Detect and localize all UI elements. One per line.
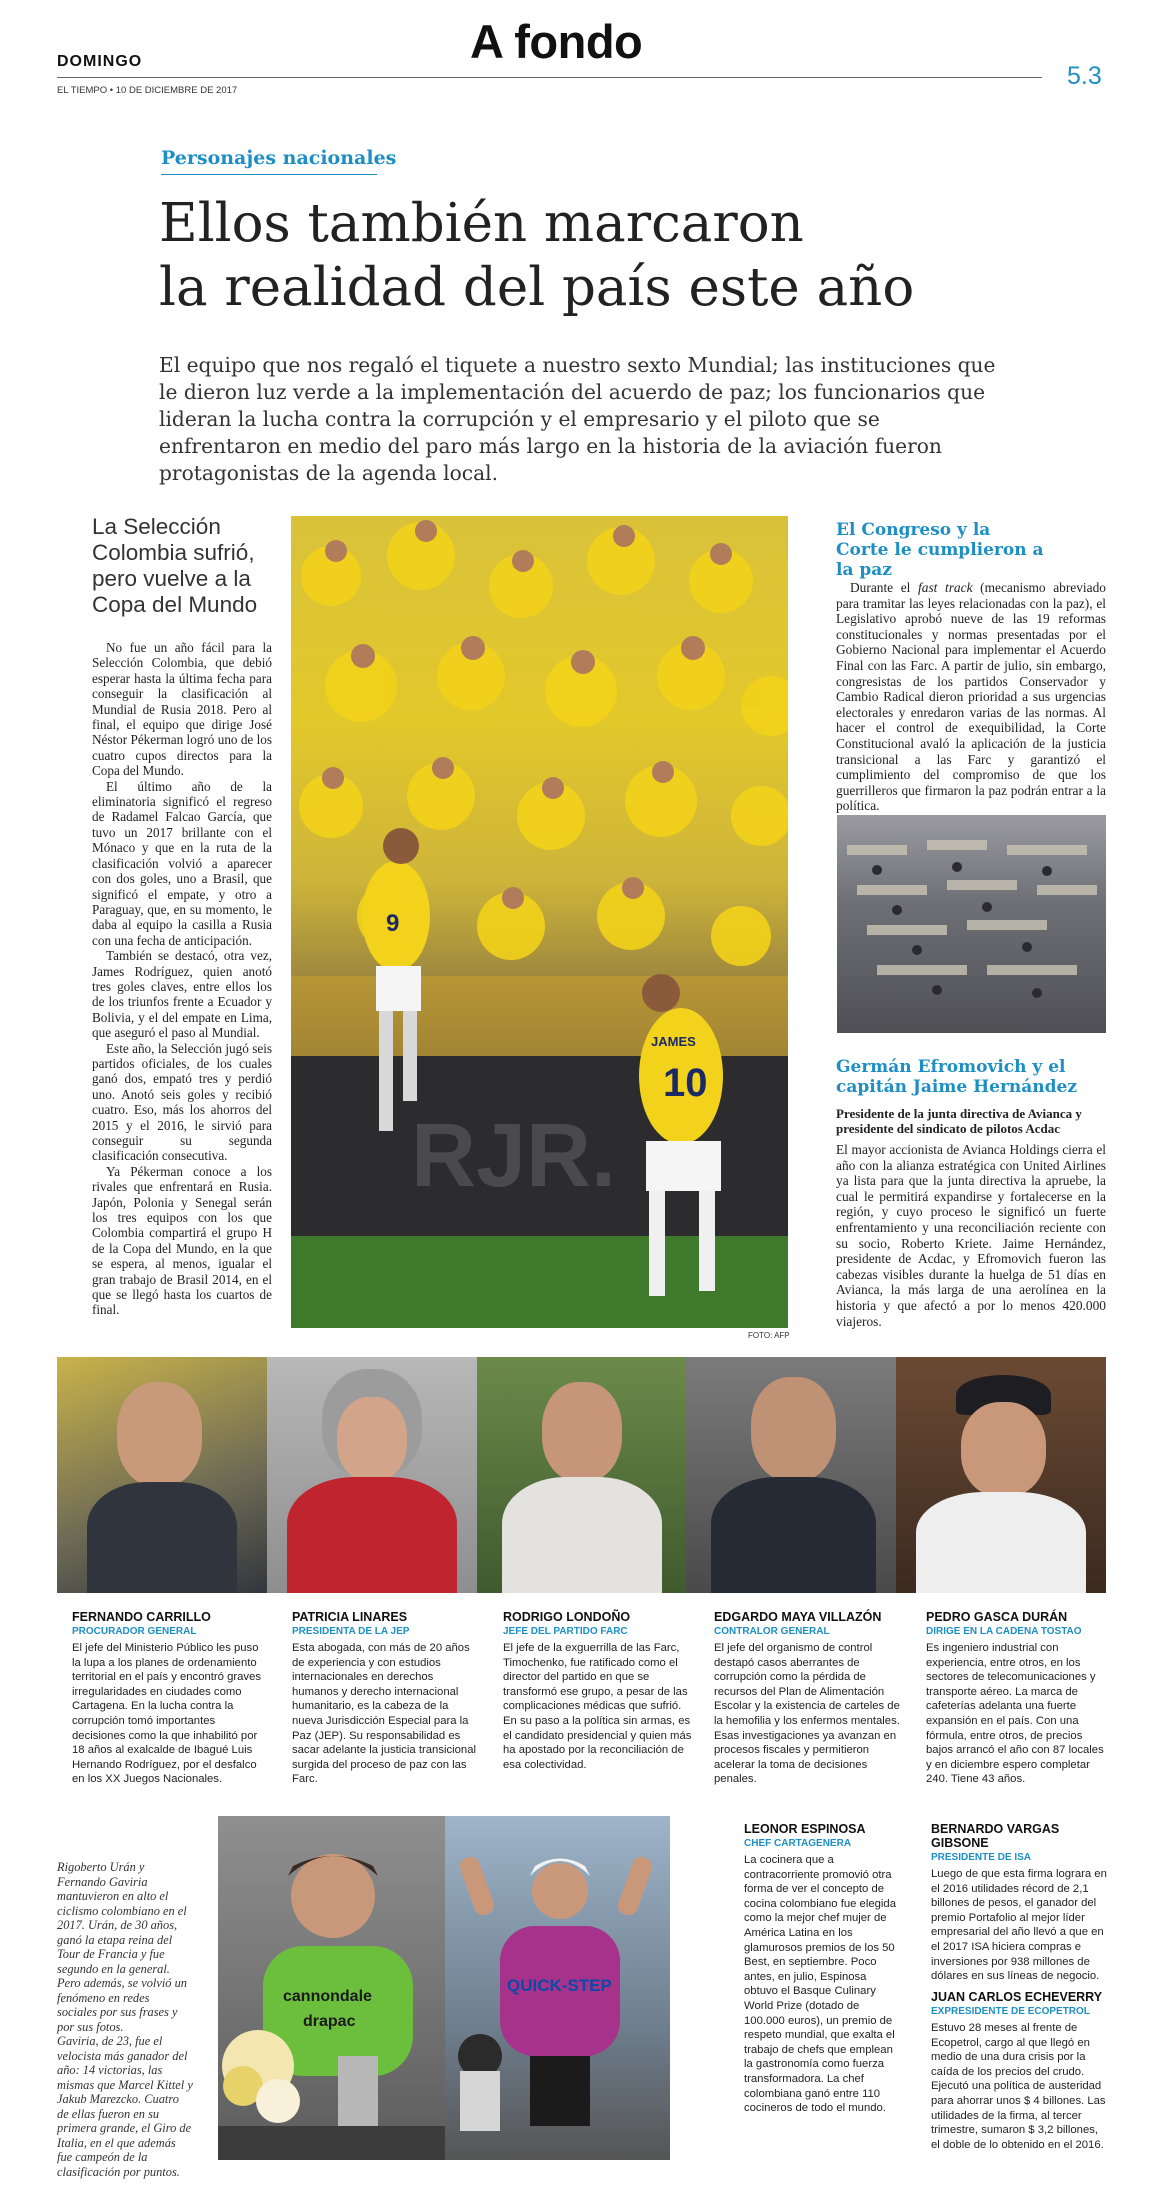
caption-line: Gaviria, de 23, fue el: [57, 2034, 163, 2048]
caption-line: velocista más ganador del: [57, 2048, 188, 2063]
bernardo-text: Luego de que esta firma lograra en el 2016 utilidades récord de 2,1 billones de pesos, el ganador del premio Portafolio al mejor líder empresarial del año llevó a que en el 2017 ISA hiciera compras e inversiones por 938 millones de dólares en sus líneas de negocio.: [931, 1868, 1107, 1983]
caption-line: mantuvieron en alto el: [57, 1889, 169, 1903]
congreso-text-rest: (mecanismo abreviado para tramitar las leyes relacionadas con la paz), el Legislativo aprobó nueve de las 19 reformas constitucionales y normas presentadas por el Gobierno Nacional para implementar el Acuerdo Final con las Farc. A partir de julio, sin embargo, congresistas de los partidos Conservador y Cambio Radical dieron prioridad a sus urgencias electorales y enredaron varias de las normas. Al hacer el control de exequibilidad, la Corte Constitucional avaló la aplicación de la justicia transicional a las Farc y garantizó el cumplimiento del compromiso de que los guerrilleros que firmaron la paz podrán entrar a la política.: [836, 580, 1106, 814]
congreso-body: [836, 580, 1106, 814]
gaviria-photo: [445, 1816, 670, 2160]
caption-line: Rigoberto Urán y: [57, 1860, 145, 1874]
leonor-role: CHEF CARTAGENERA: [744, 1838, 852, 1849]
juan-text: Estuvo 28 meses al frente de Ecopetrol, cargo al que llegó en medio de una dura crisis por la caída de los precios del crudo. Ejecutó una política de austeridad para ahorrar unos $ 4 billones. Las utilidades de la firma, al tercer trimestre, sumaron $ 3,2 billones, el doble de lo obtenido en el 2016.: [931, 2022, 1106, 2151]
juan-role: EXPRESIDENTE DE ECOPETROL: [931, 2006, 1090, 2017]
kicker-underline: [161, 174, 377, 175]
seleccion-title: La Selección Colombia sufrió, pero vuelve a la Copa del Mundo: [92, 514, 258, 617]
caption-line: Pero además, se volvió un: [57, 1976, 187, 1990]
efromovich-title: Germán Efromovich y el capitán Jaime Hernández: [836, 1057, 1078, 1097]
profile-text: El jefe del Ministerio Público les puso la lupa a los planes de ordenamiento territorial en el país y encontró graves irregularidades en ciudades como Cartagena. En la lucha contra la corrupción tomó importantes decisiones como la que inhabilitó por 18 años al exalcalde de Ibagué Luis Hernando Rodríguez, por el desfalco en los XX Juegos Nacionales.: [72, 1642, 262, 1786]
jersey-drapac: drapac: [303, 2013, 356, 2030]
congreso-photo: [837, 815, 1106, 1033]
caption-line: fue campeón de la: [57, 2150, 148, 2164]
caption-line: mismas que Marcel Kittel y: [57, 2077, 193, 2092]
profile-text: Es ingeniero industrial con experiencia, entre otros, en los sectores de telecomunicaciones y transporte aéreo. La marca de cafeterías adelanta una fuerte expansión en el país. Con una fórmula, entre otros, de precios bajos arrancó el año con 87 locales y en diciembre espero completar 240. Tiene 43 años.: [926, 1642, 1104, 1786]
day-label: DOMINGO: [57, 53, 143, 70]
caption-line: año: 14 victorias, las: [57, 2063, 163, 2077]
caption-line: segundo en la general.: [57, 1961, 170, 1976]
deck: El equipo que nos regaló el tiquete a nuestro sexto Mundial; las instituciones que le dieron luz verde a la implementación del acuerdo de paz; los funcionarios que lideran la lucha contra la corrupción y el empresario y el piloto que se enfrentaron en medio del paro más largo en la historia de la aviación fueron protagonistas de la agenda local.: [159, 353, 996, 485]
caption-line: fenómeno en redes: [57, 1990, 150, 2005]
caption-line: 2017. Urán, de 30 años,: [57, 1918, 178, 1932]
profile-role: DIRIGE EN LA CADENA TOSTAO: [926, 1626, 1082, 1637]
profile-name: PEDRO GASCA DURÁN: [926, 1610, 1068, 1624]
uran-photo: [218, 1816, 445, 2160]
profile-name: RODRIGO LONDOÑO: [503, 1610, 631, 1624]
jersey-cannondale: cannondale: [283, 1988, 372, 2005]
headline: [159, 192, 914, 320]
bernardo-name: BERNARDO VARGAS GIBSONE: [931, 1822, 1060, 1850]
leonor-block: [744, 1822, 902, 2116]
efromovich-body: El mayor accionista de Avianca Holdings cierra el año con la alianza estratégica con United Airlines ya lista para que la junta directiva la apruebe, la cual le permitirá expandirse y fortalecerse en la región, y cuyo proceso le significó un fuerte enfrentamiento y una reconciliación reciente con su socio, Roberto Kriete. Jaime Hernández, presidente de Acdac, y Efromovich fueron las cabezas visibles durante la huelga de 51 días en Avianca, la más larga de una aerolínea en la historia y que afectó a por lo menos 420.000 viajeros.: [836, 1142, 1106, 1329]
seleccion-body: [92, 640, 272, 1318]
profile-role: CONTRALOR GENERAL: [714, 1626, 830, 1637]
profile-text: Esta abogada, con más de 20 años de experiencia y con estudios internacionales en derechos humanos y derecho internacional humanitario, es la cabeza de la nueva Jurisdicción Especial para la Paz (JEP). Su responsabilidad es sacar adelante la justicia transicional surgida del proceso de paz con las Farc.: [292, 1642, 476, 1786]
seleccion-photo: [291, 516, 788, 1328]
congreso-text-prefix: Durante el: [850, 580, 919, 595]
profile-role: PRESIDENTA DE LA JEP: [292, 1626, 410, 1637]
seleccion-p1: No fue un año fácil para la Selección Colombia, que debió esperar hasta la última fecha para conseguir la clasificación al Mundial de Rusia 2018. Pero al final, el equipo que dirige José Néstor Pékerman logró uno de los cuatro cupos directos para la Copa del Mundo.: [92, 640, 272, 779]
profile-linares: [292, 1610, 482, 1787]
profile-text: El jefe de la exguerrilla de las Farc, Timochenko, fue ratificado como el director del partido en que se transformó ese grupo, a pesar de las complicaciones médicas que sufrió. En su paso a la política sin armas, es el candidato presidencial y quien más ha apostado por la reconciliación de esa colectividad.: [503, 1642, 692, 1771]
profile-carrillo: [72, 1610, 262, 1787]
seleccion-p3: También se destacó, otra vez, James Rodríguez, quien anotó tres goles claves, entre ellos los de los triunfos frente a Ecuador y Bolivia, y el del empate en Lima, que aseguró el paso al Mundial.: [92, 948, 272, 1041]
portrait-strip: [57, 1357, 1106, 1593]
leonor-name: LEONOR ESPINOSA: [744, 1822, 866, 1836]
profile-role: JEFE DEL PARTIDO FARC: [503, 1626, 628, 1637]
jersey-name: JAMES: [651, 1034, 696, 1049]
efromovich-subtitle: Presidente de la junta directiva de Avianca y presidente del sindicato de pilotos Acdac: [836, 1106, 1082, 1136]
section-title: A fondo: [470, 15, 643, 68]
seleccion-p2: El último año de la eliminatoria significó el regreso de Radamel Falcao García, que tuvo un 2017 brillante con el Mónaco y que en la ruta de la clasificación volvió a aparecer con dos goles, uno a Brasil, que significó el empate, y otro a Paraguay, que, en su momento, le daba al equipo la casilla a Rusia con una fecha de anticipación.: [92, 778, 272, 948]
gaviria-art: [445, 1816, 670, 2160]
profile-name: FERNANDO CARRILLO: [72, 1610, 211, 1624]
page-number: 5.3: [1067, 62, 1102, 90]
profile-londono: [503, 1610, 693, 1772]
portrait-gasca: [896, 1357, 1106, 1593]
banner-text: RJR.: [411, 1106, 617, 1206]
profile-name: EDGARDO MAYA VILLAZÓN: [714, 1610, 882, 1624]
headline-line-1: Ellos también marcaron: [159, 193, 804, 254]
juan-name: JUAN CARLOS ECHEVERRY: [931, 1990, 1103, 2004]
dateline: EL TIEMPO • 10 DE DICIEMBRE DE 2017: [57, 85, 238, 96]
seleccion-p4: Este año, la Selección jugó seis partidos oficiales, de los cuales ganó dos, empató tres y perdió uno. Anotó seis goles y recibió cuatro. Eso, más los ahorros del 2015 y el 2016, le sirvió para conseguir su segunda clasificación consecutiva.: [92, 1040, 272, 1164]
jersey-9: 9: [386, 910, 400, 937]
bernardo-block: [931, 1822, 1109, 1984]
header-rule: [57, 77, 1042, 78]
congress-art: [837, 815, 1106, 1033]
jersey-10: 10: [663, 1061, 708, 1105]
caption-line: ciclismo colombiano en el: [57, 1903, 187, 1918]
caption-line: ganó la etapa reina del: [57, 1932, 173, 1947]
caption-line: Jakub Marezcko. Cuatro: [57, 2092, 179, 2106]
caption-line: Italia, en el que además: [57, 2135, 176, 2150]
caption-line: Fernando Gaviria: [57, 1874, 148, 1889]
caption-line: de ellas fueron en su: [57, 2106, 160, 2121]
cycling-caption: [57, 1860, 217, 2179]
juan-block: [931, 1990, 1109, 2152]
seleccion-p5: Ya Pékerman conoce a los rivales que enfrentará en Rusia. Japón, Polonia y Senegal serán los tres equipos con los que Colombia compartirá el grupo H de la Copa del Mundo, en la que se espera, al menos, igualar el gran trabajo de Brasil 2014, en el que se llegó hasta los cuartos de final.: [92, 1163, 272, 1318]
photo-art: [291, 516, 788, 1328]
profile-maya: [714, 1610, 904, 1787]
profile-name: PATRICIA LINARES: [292, 1610, 408, 1624]
caption-line: por sus fotos.: [57, 2019, 124, 2034]
profile-gasca: [926, 1610, 1106, 1787]
portrait-londono: [477, 1357, 687, 1593]
portrait-carrillo: [57, 1357, 267, 1593]
jersey-quickstep: QUICK-STEP: [507, 1976, 612, 1995]
leonor-text: La cocinera que a contracorriente promovió otra forma de ver el concepto de cocina colombiano fue elegida como la mejor chef mujer de América Latina en los glamurosos premios de los 50 Best, en septiembre. Poco antes, en julio, Espinosa obtuvo el Basque Culinary World Prize (dotado de 100.000 euros), un premio de respeto mundial, que exalta el trabajo de chefs que emplean la gastronomía como fuerza transformadora. La chef colombiana ganó entre 110 cocineros de todo el mundo.: [744, 1854, 896, 2115]
caption-line: clasificación por puntos.: [57, 2164, 180, 2179]
profile-text: El jefe del organismo de control destapó casos aberrantes de corrupción como la pérdida de recursos del Plan de Alimentación Escolar y la existencia de carteles de la hemofilia y los enfermos mentales. Esas investigaciones ya avanzan en procesos fiscales y permitieron acelerar la toma de decisiones penales.: [714, 1642, 900, 1786]
portrait-linares: [267, 1357, 477, 1593]
caption-line: sociales por sus frases y: [57, 2005, 178, 2019]
headline-line-2: la realidad del país este año: [159, 257, 915, 318]
portrait-maya: [686, 1357, 896, 1593]
kicker: Personajes nacionales: [161, 147, 397, 169]
congreso-text-em: fast track: [918, 580, 973, 595]
bernardo-role: PRESIDENTE DE ISA: [931, 1852, 1032, 1863]
photo-credit: FOTO: AFP: [748, 1331, 790, 1340]
caption-line: primera grande, el Giro de: [57, 2121, 192, 2135]
uran-art: [218, 1816, 445, 2160]
congreso-title: El Congreso y la Corte le cumplieron a la paz: [836, 520, 1044, 580]
caption-line: Tour de Francia y fue: [57, 1947, 165, 1961]
profile-role: PROCURADOR GENERAL: [72, 1626, 197, 1637]
